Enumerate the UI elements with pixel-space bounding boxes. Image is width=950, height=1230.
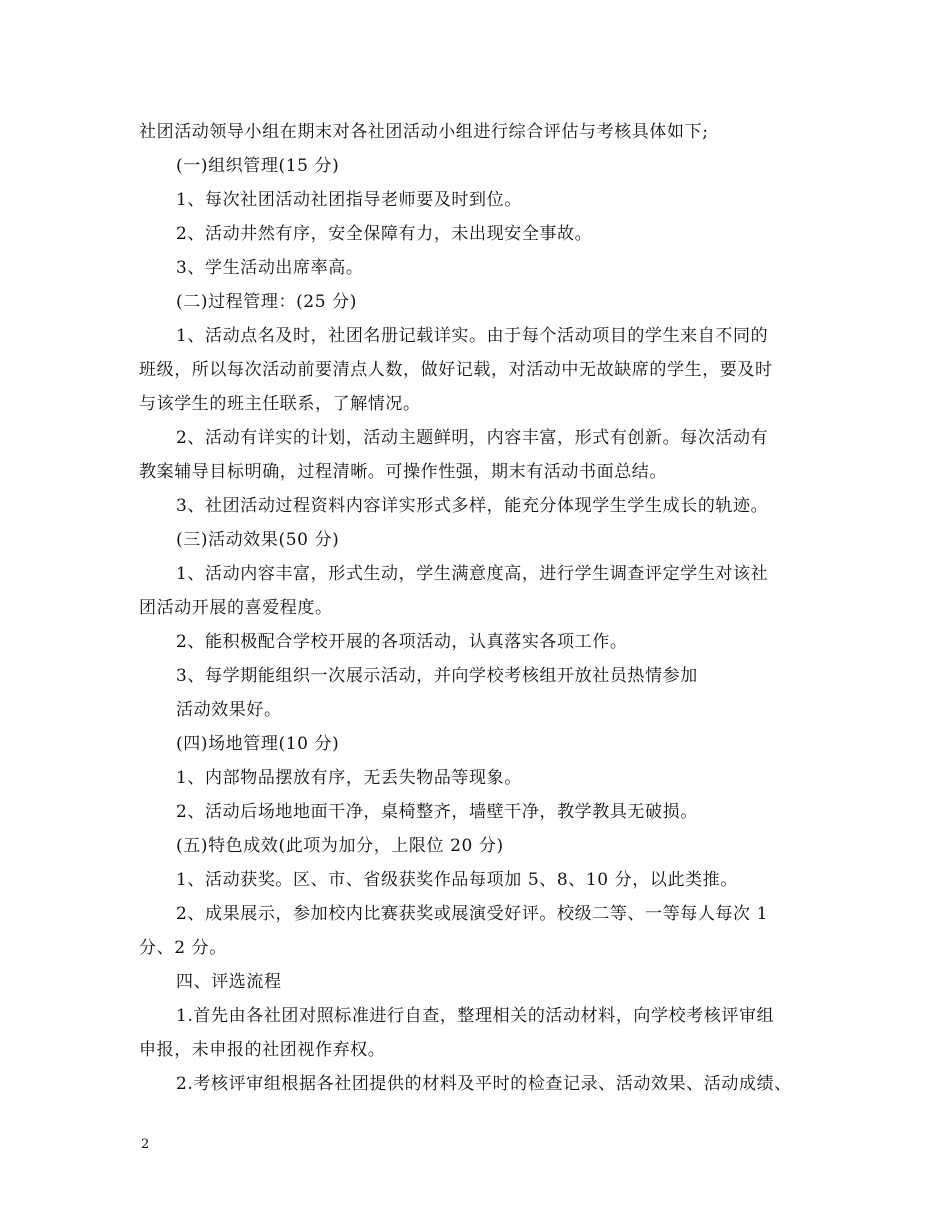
page-number: 2 — [141, 1137, 150, 1152]
text-line: 1、内部物品摆放有序，无丢失物品等现象。 — [176, 768, 522, 788]
text-line: 2、活动后场地地面干净，桌椅整齐，墙壁干净，教学教具无破损。 — [176, 802, 698, 822]
text-line: 2、成果展示，参加校内比赛获奖或展演受好评。校级二等、一等每人每次 1 — [176, 904, 769, 924]
text-line: 团活动开展的喜爱程度。 — [139, 598, 333, 618]
text-line: 3、学生活动出席率高。 — [176, 258, 364, 278]
text-line: (五)特色成效(此项为加分，上限位 20 分) — [176, 836, 504, 856]
text-line: 2.考核评审组根据各社团提供的材料及平时的检查记录、活动效果、活动成绩、 — [176, 1074, 792, 1094]
text-line: 社团活动领导小组在期末对各社团活动小组进行综合评估与考核具体如下; — [139, 122, 709, 142]
text-line: 2、活动井然有序，安全保障有力，未出现安全事故。 — [176, 224, 593, 244]
text-line: (二)过程管理：(25 分) — [176, 292, 357, 312]
text-line: 与该学生的班主任联系，了解情况。 — [139, 394, 421, 414]
text-line: 1、每次社团活动社团指导老师要及时到位。 — [176, 190, 522, 210]
text-line: (一)组织管理(15 分) — [176, 156, 340, 176]
document-body — [139, 115, 814, 1101]
text-line: 2、活动有详实的计划，活动主题鲜明，内容丰富，形式有创新。每次活动有 — [176, 428, 769, 448]
text-line: 分、2 分。 — [139, 938, 227, 958]
text-line: (四)场地管理(10 分) — [176, 734, 340, 754]
text-line: 四、评选流程 — [176, 972, 282, 992]
text-line: (三)活动效果(50 分) — [176, 530, 340, 550]
text-line: 教案辅导目标明确，过程清晰。可操作性强，期末有活动书面总结。 — [139, 462, 667, 482]
text-line: 申报，未申报的社团视作弃权。 — [139, 1040, 386, 1060]
text-line: 3、每学期能组织一次展示活动，并向学校考核组开放社员热情参加 — [176, 666, 698, 686]
text-line: 1.首先由各社团对照标准进行自查，整理相关的活动材料，向学校考核评审组 — [176, 1006, 775, 1026]
text-line: 1、活动点名及时，社团名册记载详实。由于每个活动项目的学生来自不同的 — [176, 326, 769, 346]
text-line: 1、活动内容丰富，形式生动，学生满意度高，进行学生调查评定学生对该社 — [176, 564, 769, 584]
text-line: 2、能积极配合学校开展的各项活动，认真落实各项工作。 — [176, 632, 628, 652]
text-line: 班级，所以每次活动前要清点人数，做好记载，对活动中无故缺席的学生，要及时 — [139, 360, 773, 380]
text-line: 活动效果好。 — [176, 700, 282, 720]
text-line: 3、社团活动过程资料内容详实形式多样，能充分体现学生学生成长的轨迹。 — [176, 496, 769, 516]
text-line: 1、活动获奖。区、市、省级获奖作品每项加 5、8、10 分，以此类推。 — [176, 870, 738, 890]
